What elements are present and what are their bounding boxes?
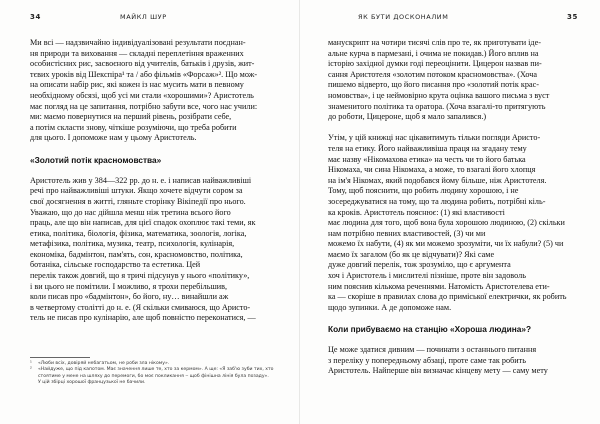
text-line: зосереджуватися на тому, що та людина робить, потрібні кіль- — [328, 196, 546, 206]
footnote-text: «Найдуже, що під капотом. Має значення лише те, хто за кермом». А ще: «Я заб'ю зуби тих, хто — [38, 367, 274, 373]
text-line: метафізика, політика, музика, театр, психологія, кулінарія, — [30, 239, 235, 249]
text-line: на описати набір рис, які кожен із нас мусить мати в певному — [30, 80, 244, 90]
text-line: маємо їх загалом (бо як це відчувати)? Які саме — [328, 249, 495, 259]
footnote-rule — [30, 357, 90, 358]
footnote-mark: ² — [30, 367, 32, 373]
text-line: номовства», і це неймовірно крута оцінка вашого письма з вуст — [328, 90, 550, 100]
text-line: має погляд на це запитання, потрібно забути все, чого нас учили: — [30, 101, 258, 111]
right-section-paragraph — [328, 345, 578, 377]
text-line: історію західної думки годі переоцінити. Цицерон назвав пи- — [328, 59, 542, 69]
text-line: ми: маємо повернутися на перший рівень, розібрати себе, — [30, 112, 232, 122]
text-line: а потім скласти знову, чіткіше розуміючи, що треба робити — [30, 122, 237, 132]
left-page-body — [30, 38, 275, 324]
section-heading-good-person-station: Коли прибуваємо на станцію «Хороша людина»? — [328, 324, 532, 335]
text-line: і ви цього не помітили. І можливо, я трохи перебільшив, — [30, 281, 228, 291]
footnote-mark: ¹ — [30, 361, 32, 366]
text-line: можемо їх набути, (4) як ми можемо зрозуміти, чи їх набули? (5) чи — [328, 239, 564, 249]
footnote-text: стоятиме у мене на шляху до перемоги, бо моє покликання ‒ щоб фінішна лінія була позаду». — [38, 373, 269, 379]
text-line: теля на етику. Його найважливіша праця на згадану тему — [328, 143, 527, 153]
text-line: щодо зупинки. А де допоможе нам. — [328, 302, 452, 312]
text-line: має назву «Нікомахова етика» на честь чи то його батька — [328, 154, 526, 164]
text-line: з переліку у попередньому абзаці, проте саме так робить — [328, 355, 526, 365]
right-page-number: 35 — [567, 13, 578, 21]
text-line: коли писав про «бадмінтон», бо його, ну… винайшли аж — [30, 292, 229, 302]
text-line: речі про найважливіші штуки. Якщо хочете відчути сором за — [30, 186, 243, 196]
text-line: Уважаю, що до нас дійшла менш ніж третина всього його — [30, 207, 231, 217]
right-page-header — [328, 13, 578, 23]
right-running-head: ЯК БУТИ ДОСКОНАЛИМ — [358, 13, 449, 21]
text-line: ка кроків. Аристотель пояснює: (1) які властивості — [328, 207, 505, 217]
right-page — [300, 0, 600, 424]
text-line: на ім'я Нікомах, який подобався йому більше, ніж Аристотеля. — [328, 175, 547, 185]
text-line: економіка, бадмінтон, пам'ять, сон, красномовство, політика, — [30, 249, 243, 259]
text-line: етика, політика, біологія, фізика, математика, зоологія, логіка, — [30, 228, 247, 238]
left-page-number: 34 — [30, 13, 41, 21]
text-line: має людина для того, щоб вона була хорошою людиною, (2) скільки — [328, 218, 565, 228]
left-page-header — [30, 13, 275, 23]
text-line: Це може здатися дивним — починати з останнього питання — [328, 345, 537, 355]
text-line: сання Аристотеля «золотим потоком красномовства». (Хоча — [328, 69, 538, 79]
text-line: Тому, щоб пояснити, що робить людину хорошою, і не — [328, 186, 519, 196]
text-line: Аристотель жив у 384—322 рр. до н. е. і написав найважливіші — [30, 175, 252, 185]
footnotes — [30, 361, 275, 387]
section-heading-golden-stream: «Золотий потік красномовства» — [30, 154, 162, 165]
text-line: праць, але що він написав, для цієї спадок охоплює такі теми, як — [30, 218, 256, 228]
footnote-text: «Люби всіх, довіряй небагатьом, не роби зла нікому». — [38, 361, 170, 366]
left-running-head: МАЙКЛ ШУР — [120, 13, 167, 21]
text-line: до роботи, Цицероне, щоб я мало запалився.) — [328, 112, 487, 122]
footnote — [30, 380, 275, 386]
text-line: свої досягнення в житті, гляньте сторінку Вікіпедії про нього. — [30, 196, 246, 206]
left-intro-paragraph — [30, 38, 275, 144]
text-line: тєвих уроків від Шекспіра¹ та / або фільмів «Форсаж»². Що мож- — [30, 69, 258, 79]
text-line: Ми всі — надзвичайно індивідуалізовані результати поєднан- — [30, 38, 246, 47]
text-line: особистісних рис, засвоєного від учителів, батьків і друзів, жит- — [30, 59, 255, 69]
right-ethics-paragraph — [328, 133, 578, 313]
right-top-paragraph — [328, 38, 578, 123]
text-line: ка — скоріше в правилах слова до приміської електрички, як робить — [328, 292, 567, 302]
text-line: знаменитого політика та оратора. (Хоча взагалі-то притягують — [328, 101, 546, 111]
text-line: пишемо відверто, що його писання про «золотий потік крас- — [328, 80, 539, 90]
text-line: тель не писав про кулінарію, але щоб повністю переконатися, — — [30, 313, 256, 323]
text-line: в четвертому столітті до н. е. (Я скільки смиваюся, що Аристо- — [30, 302, 251, 312]
text-line: для цього. І допоможе нам у цьому Аристотель. — [30, 133, 197, 143]
text-line: Утім, у цій книжці нас цікавитимуть тільки погляди Аристо- — [328, 133, 541, 143]
text-line: ним пояснив кількома реченнями. Натомість Аристотелева ети- — [328, 281, 550, 291]
text-line: ботаніка, сільське господарство та естетика. Цей — [30, 260, 201, 270]
text-line: альне курча в пармезані, і очима не покидав.) Його вплив на — [328, 48, 539, 58]
text-line: необхідному обсязі, щоб усі ми стали «хорошими»? Аристотель — [30, 90, 254, 100]
text-line: Аристотель. Найперше він визначає кінцеву мету — саму мету — [328, 366, 548, 376]
text-line: ня природи та виховання — складні переплетіння враженних — [30, 48, 244, 58]
text-line: перелік також довгий, що я тричі підсунув у нього «політику», — [30, 271, 250, 281]
text-line: дуже довгий перелік, тож зрозуміло, що є аргумента — [328, 260, 511, 270]
text-line: хоч і Аристотель і мислителі пізніше, проте він задоволь — [328, 271, 526, 281]
footnote-text: У цій збірці хорошої французької не бачили. — [38, 380, 146, 386]
text-line: манускрипт на чотири тисячі слів про те, як приготувати іде- — [328, 38, 541, 47]
text-line: нам потрібно певних властивостей, (3) чи ми — [328, 228, 486, 238]
text-line: Нікомаха, чи сина Нікомаха, а може, то взагалі його хлопця — [328, 165, 536, 175]
right-page-body — [328, 38, 578, 377]
left-section-paragraph — [30, 176, 275, 324]
